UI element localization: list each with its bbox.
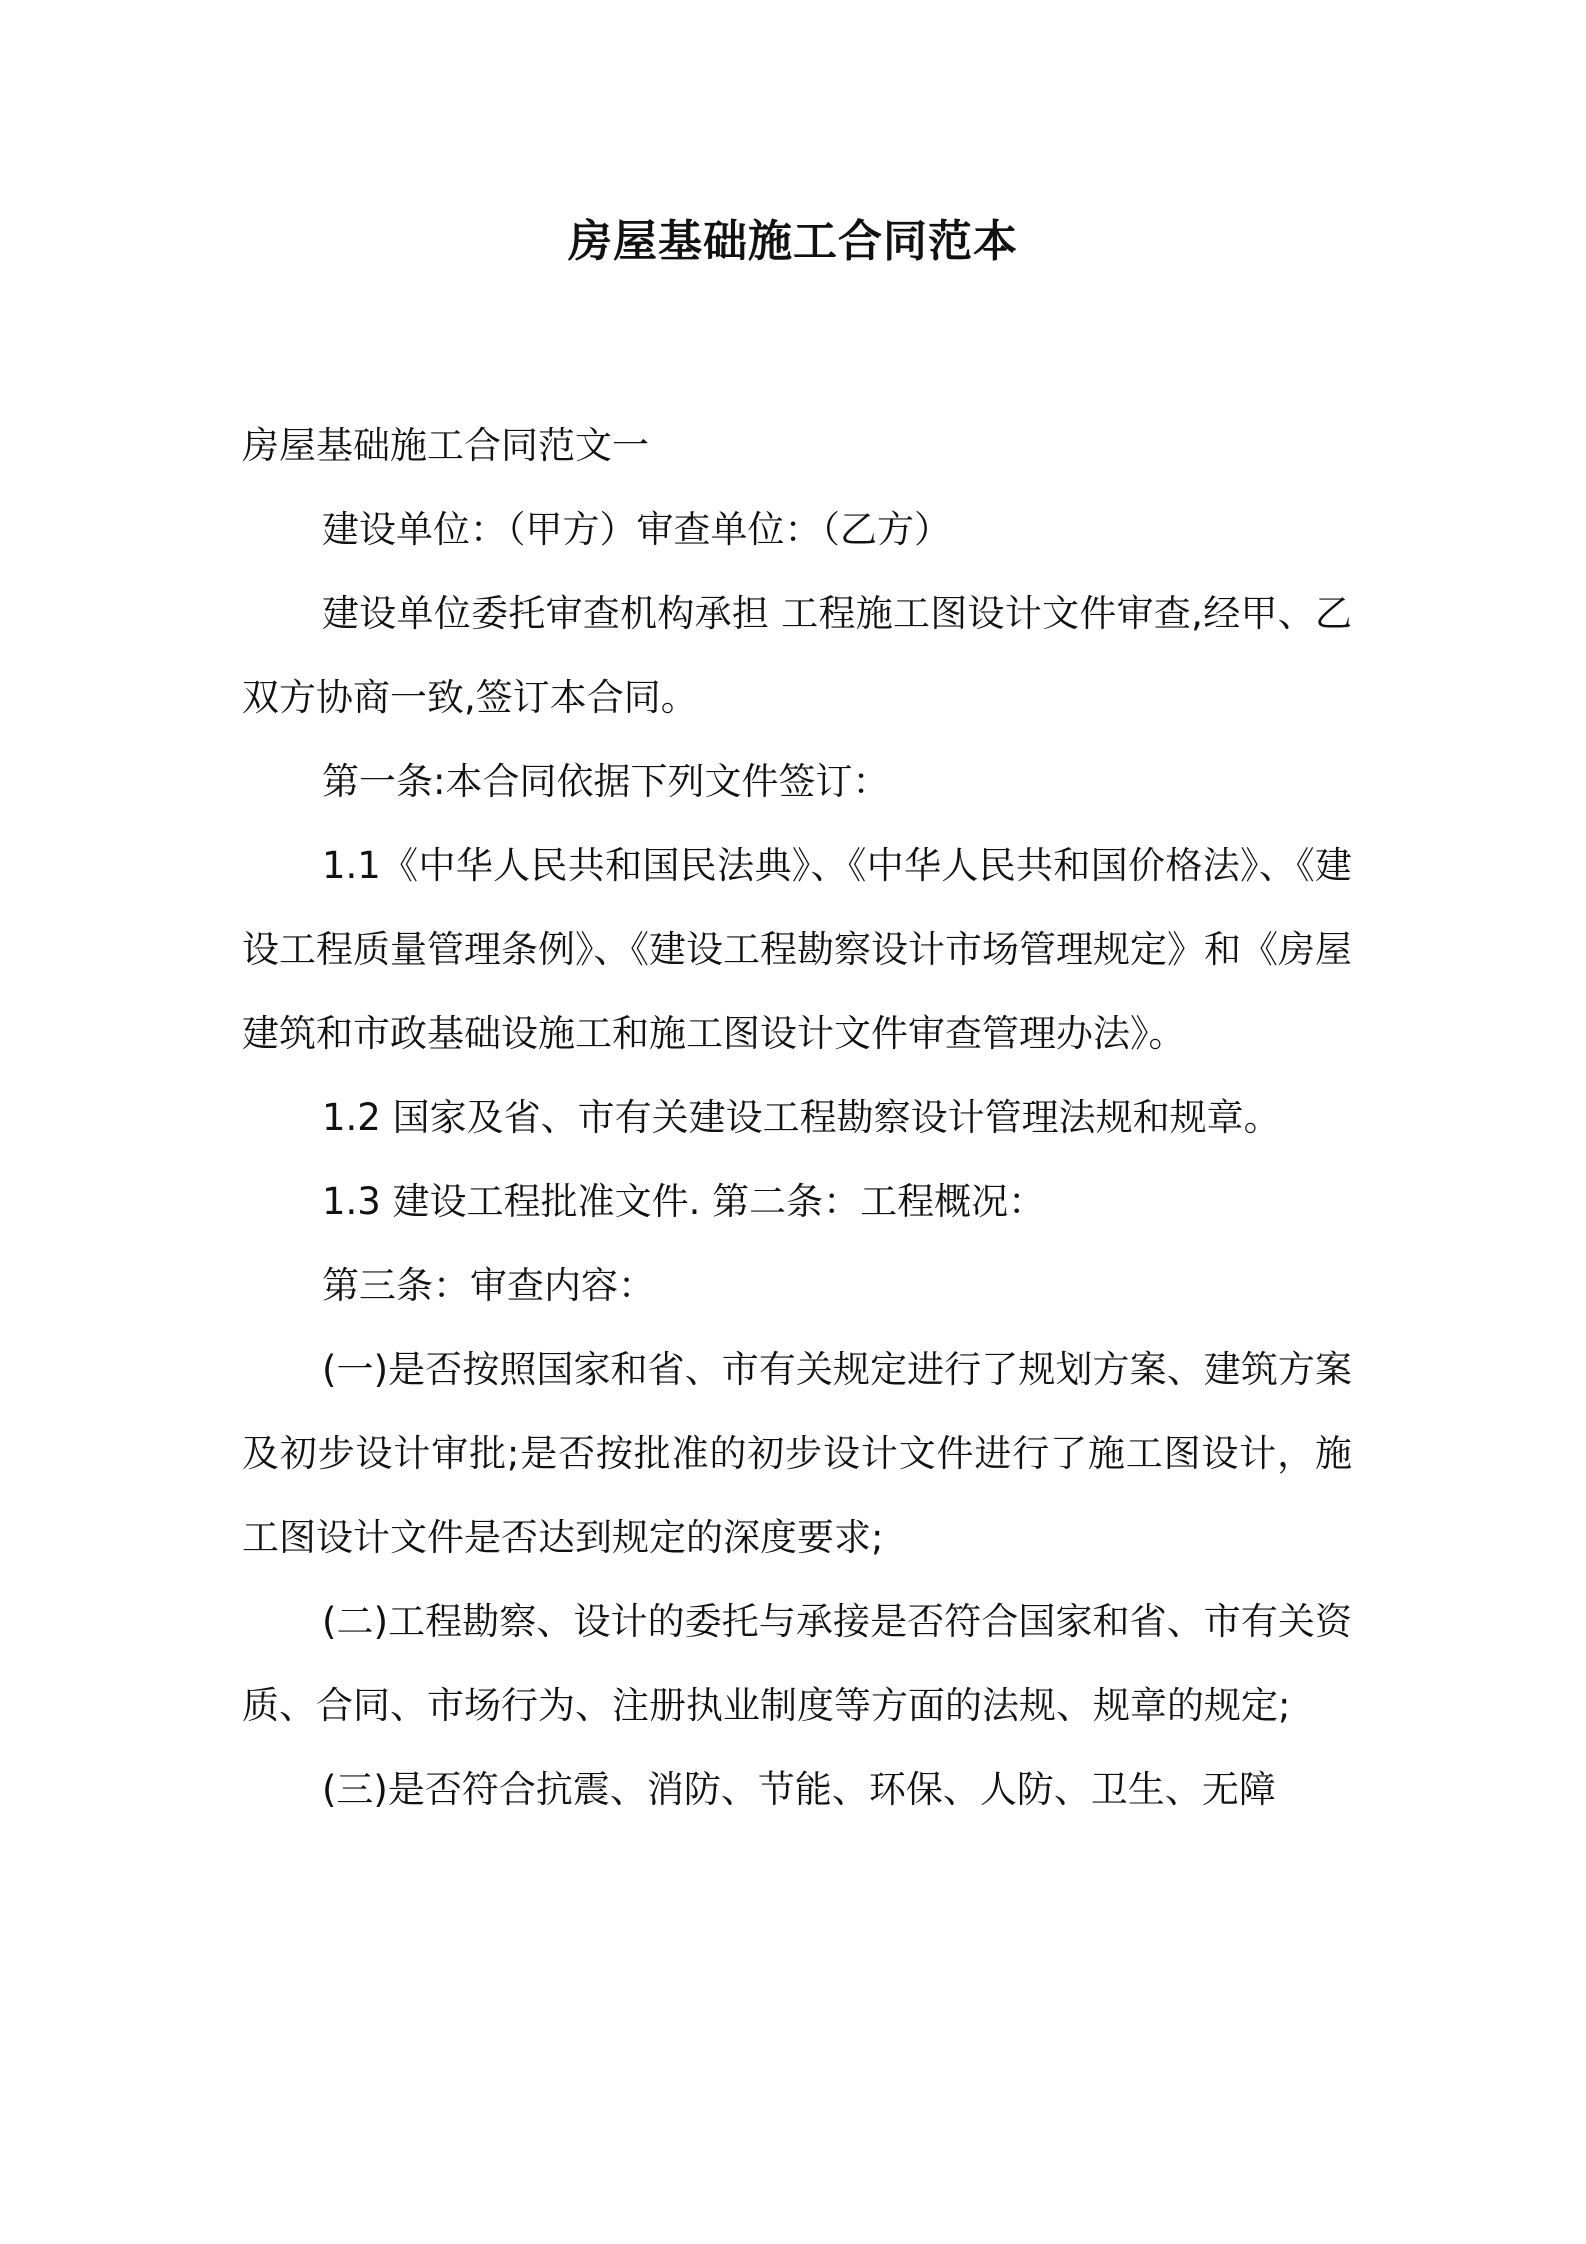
review-item-2: (二)工程勘察、设计的委托与承接是否符合国家和省、市有关资质、合同、市场行为、注册执业制度等方面的法规、规章的规定;	[242, 1600, 1352, 1727]
parties-paragraph: 建设单位：（甲方）审查单位：（乙方）	[322, 508, 951, 551]
document-title: 房屋基础施工合同范本	[568, 216, 1018, 267]
clause-1-2: 1.2 国家及省、市有关建设工程勘察设计管理法规和规章。	[322, 1096, 1281, 1139]
review-item-1: (一)是否按照国家和省、市有关规定进行了规划方案、建筑方案及初步设计审批;是否按批准的初步设计文件进行了施工图设计，施工图设计文件是否达到规定的深度要求;	[242, 1348, 1352, 1559]
review-item-3: (三)是否符合抗震、消防、节能、环保、人防、卫生、无障	[322, 1768, 1276, 1811]
clause-1-3: 1.3 建设工程批准文件. 第二条：工程概况：	[322, 1180, 1046, 1223]
article-three-heading: 第三条：审查内容：	[322, 1264, 655, 1307]
clause-1-1: 1.1《中华人民共和国民法典》、《中华人民共和国价格法》、《建设工程质量管理条例》、《建设工程勘察设计市场管理规定》和《房屋建筑和市政基础设施工和施工图设计文件审查管理办法》。	[242, 844, 1352, 1055]
document-body	[242, 404, 1352, 1832]
section-heading: 房屋基础施工合同范文一	[242, 424, 649, 467]
intro-paragraph: 建设单位委托审查机构承担 工程施工图设计文件审查,经甲、乙双方协商一致,签订本合同。	[242, 592, 1352, 719]
article-one-heading: 第一条:本合同依据下列文件签订：	[322, 760, 890, 803]
